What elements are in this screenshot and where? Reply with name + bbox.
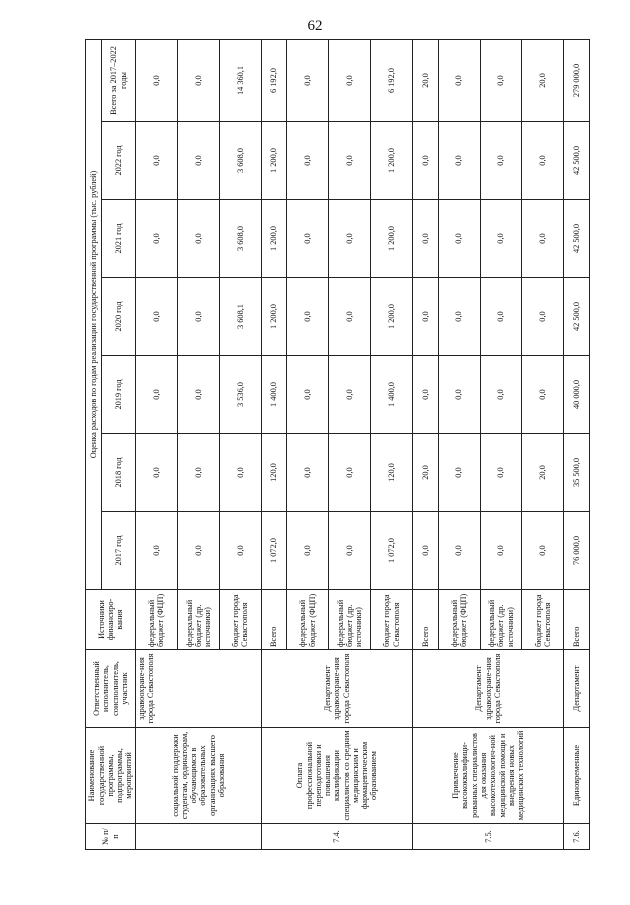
value-2021: 3 608,0: [219, 200, 261, 278]
item-executor: здравоохране-ния города Севастополя: [136, 650, 262, 728]
value-total: 6 192,0: [261, 39, 286, 121]
value-2022: 0,0: [287, 122, 329, 200]
value-2021: 42 500,0: [564, 200, 590, 278]
funding-source: Всего: [413, 590, 438, 650]
value-2018: 0,0: [219, 434, 261, 512]
item-name: Привлечение высококвалифици-рованных специалистов для оказания высокотехнологич-ной медицинской помощи и внедрения новых медицинских технологий: [413, 728, 564, 824]
value-2017: 0,0: [413, 512, 438, 590]
value-2022: 0,0: [480, 122, 522, 200]
value-2022: 1 200,0: [371, 122, 413, 200]
header-source: Источники финансиро-вания: [86, 590, 136, 650]
value-2019: 3 536,0: [219, 356, 261, 434]
value-2021: 0,0: [287, 200, 329, 278]
funding-source: федеральный бюджет (ФЦП): [136, 590, 178, 650]
funding-source: Всего: [261, 590, 286, 650]
value-2022: 1 200,0: [261, 122, 286, 200]
item-number: 7.6.: [564, 824, 590, 850]
value-2019: 0,0: [522, 356, 564, 434]
value-2018: 0,0: [329, 434, 371, 512]
value-total: 20,0: [413, 39, 438, 121]
value-2019: 0,0: [438, 356, 480, 434]
header-name: Наименование государственной программы, подпрограммы, мероприятий: [86, 728, 136, 824]
value-2022: 42 500,0: [564, 122, 590, 200]
value-total: 0,0: [287, 39, 329, 121]
header-year-2018: 2018 год: [102, 434, 136, 512]
value-2018: 20,0: [413, 434, 438, 512]
value-2020: 0,0: [522, 278, 564, 356]
value-2017: 0,0: [329, 512, 371, 590]
value-2017: 0,0: [287, 512, 329, 590]
value-2020: 1 200,0: [371, 278, 413, 356]
item-name: Оплата профессиональной переподготовки и повышения квалификации специалистов со средним медицинским и фармацевтическим образованием: [261, 728, 412, 824]
value-total: 0,0: [136, 39, 178, 121]
funding-source: федеральный бюджет (др. источники): [177, 590, 219, 650]
value-2020: 0,0: [413, 278, 438, 356]
value-2018: 0,0: [480, 434, 522, 512]
header-year-2020: 2020 год: [102, 278, 136, 356]
header-estimate: Оценка расходов по годам реализации государственной программы (тыс. рублей): [86, 39, 102, 589]
funding-source: бюджет города Севастополя: [371, 590, 413, 650]
value-2019: 0,0: [480, 356, 522, 434]
value-total: 0,0: [177, 39, 219, 121]
header-num: № п/п: [86, 824, 136, 850]
header-year-2022: 2022 год: [102, 122, 136, 200]
value-total: 0,0: [480, 39, 522, 121]
value-2017: 0,0: [219, 512, 261, 590]
value-2020: 0,0: [438, 278, 480, 356]
value-2021: 0,0: [438, 200, 480, 278]
value-total: 14 360,1: [219, 39, 261, 121]
value-2018: 0,0: [287, 434, 329, 512]
table-stage: [85, 40, 590, 850]
value-2021: 0,0: [480, 200, 522, 278]
financing-table: [85, 39, 590, 850]
header-year-2017: 2017 год: [102, 512, 136, 590]
value-2022: 3 608,0: [219, 122, 261, 200]
value-total: 279 000,0: [564, 39, 590, 121]
funding-source: федеральный бюджет (др. источники): [480, 590, 522, 650]
item-executor: Департамент здравоохране-ния города Севастополя: [413, 650, 564, 728]
value-2020: 0,0: [480, 278, 522, 356]
value-2020: 0,0: [287, 278, 329, 356]
value-2021: 0,0: [136, 200, 178, 278]
value-2017: 0,0: [438, 512, 480, 590]
header-year-2019: 2019 год: [102, 356, 136, 434]
value-2020: 1 200,0: [261, 278, 286, 356]
value-2021: 0,0: [413, 200, 438, 278]
value-2017: 0,0: [480, 512, 522, 590]
table-row: [136, 39, 178, 849]
value-2019: 0,0: [329, 356, 371, 434]
value-2018: 35 500,0: [564, 434, 590, 512]
value-total: 20,0: [522, 39, 564, 121]
header-executor: Ответственный исполнитель, соисполнитель, участник: [86, 650, 136, 728]
value-2020: 0,0: [177, 278, 219, 356]
value-2022: 0,0: [438, 122, 480, 200]
funding-source: федеральный бюджет (др. источники): [329, 590, 371, 650]
value-total: 0,0: [438, 39, 480, 121]
value-2017: 0,0: [177, 512, 219, 590]
value-2020: 0,0: [329, 278, 371, 356]
value-2019: 0,0: [413, 356, 438, 434]
value-2017: 1 072,0: [261, 512, 286, 590]
value-2020: 42 500,0: [564, 278, 590, 356]
value-2018: 20,0: [522, 434, 564, 512]
value-2018: 0,0: [438, 434, 480, 512]
value-2022: 0,0: [136, 122, 178, 200]
value-2018: 120,0: [261, 434, 286, 512]
value-2018: 120,0: [371, 434, 413, 512]
funding-source: Всего: [564, 590, 590, 650]
value-2019: 1 400,0: [261, 356, 286, 434]
value-2017: 76 000,0: [564, 512, 590, 590]
value-2021: 0,0: [329, 200, 371, 278]
value-2022: 0,0: [329, 122, 371, 200]
value-2019: 0,0: [136, 356, 178, 434]
table-row: [413, 39, 438, 849]
value-2019: 0,0: [287, 356, 329, 434]
value-2019: 40 000,0: [564, 356, 590, 434]
funding-source: бюджет города Севастополя: [522, 590, 564, 650]
value-2019: 1 400,0: [371, 356, 413, 434]
value-total: 6 192,0: [371, 39, 413, 121]
item-name: Единовременные: [564, 728, 590, 824]
value-2021: 0,0: [177, 200, 219, 278]
funding-source: бюджет города Севастополя: [219, 590, 261, 650]
value-2020: 0,0: [136, 278, 178, 356]
value-2017: 1 072,0: [371, 512, 413, 590]
funding-source: федеральный бюджет (ФЦП): [438, 590, 480, 650]
value-2021: 1 200,0: [261, 200, 286, 278]
value-2017: 0,0: [522, 512, 564, 590]
item-number: 7.5.: [413, 824, 564, 850]
value-2022: 0,0: [522, 122, 564, 200]
table-row: [261, 39, 286, 849]
value-2018: 0,0: [136, 434, 178, 512]
header-year-2021: 2021 год: [102, 200, 136, 278]
value-2022: 0,0: [413, 122, 438, 200]
value-2017: 0,0: [136, 512, 178, 590]
value-2020: 3 608,1: [219, 278, 261, 356]
value-2018: 0,0: [177, 434, 219, 512]
value-2021: 1 200,0: [371, 200, 413, 278]
item-name: социальной поддержки студентам, ординаторам, обучающимся в образовательных организациях высшего образования: [136, 728, 262, 824]
table-row: [564, 39, 590, 849]
item-number: 7.4.: [261, 824, 412, 850]
header-year-total: Всего за 2017–2022 годы: [102, 39, 136, 121]
value-2021: 0,0: [522, 200, 564, 278]
value-2022: 0,0: [177, 122, 219, 200]
item-executor: Департамент здравоохране-ния города Севастополя: [261, 650, 412, 728]
value-2019: 0,0: [177, 356, 219, 434]
item-number: [136, 824, 262, 850]
value-total: 0,0: [329, 39, 371, 121]
rotated-table-wrapper: [85, 40, 590, 850]
item-executor: Департамент: [564, 650, 590, 728]
funding-source: федеральный бюджет (ФЦП): [287, 590, 329, 650]
page-number: 62: [307, 18, 323, 34]
